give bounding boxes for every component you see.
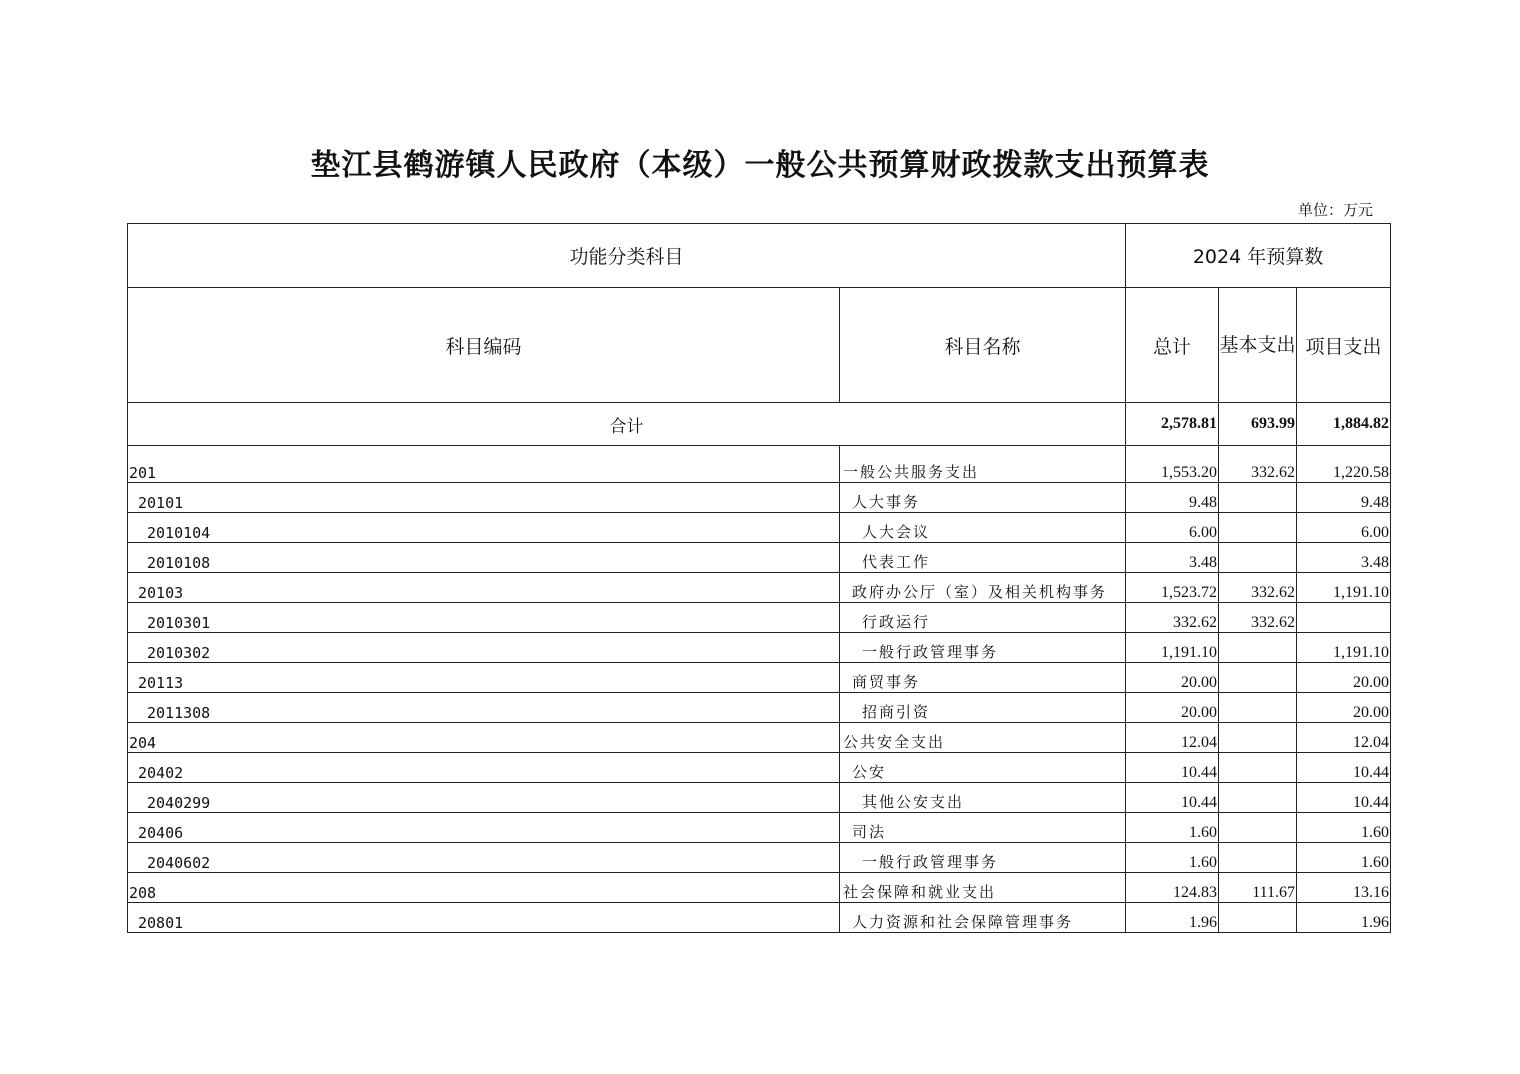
row-total: 10.44 [1126, 753, 1219, 783]
row-name: 代表工作 [840, 543, 1126, 573]
table-row [128, 903, 1391, 933]
row-name: 政府办公厅（室）及相关机构事务 [840, 573, 1126, 603]
row-basic [1219, 723, 1297, 753]
row-project: 12.04 [1297, 723, 1391, 753]
row-total: 20.00 [1126, 693, 1219, 723]
row-code: 2010104 [128, 513, 840, 543]
row-total: 332.62 [1126, 603, 1219, 633]
header-name: 科目名称 [840, 288, 1126, 403]
row-name: 一般公共服务支出 [840, 446, 1126, 483]
row-code: 204 [128, 723, 840, 753]
totals-label: 合计 [128, 403, 1126, 446]
unit-label: 单位：万元 [1298, 201, 1374, 219]
row-basic [1219, 843, 1297, 873]
row-code: 20406 [128, 813, 840, 843]
row-total: 20.00 [1126, 663, 1219, 693]
row-basic [1219, 483, 1297, 513]
row-name: 公安 [840, 753, 1126, 783]
row-total: 124.83 [1126, 873, 1219, 903]
row-basic [1219, 663, 1297, 693]
row-project: 1,220.58 [1297, 446, 1391, 483]
row-total: 1,523.72 [1126, 573, 1219, 603]
budget-table [127, 223, 1391, 933]
row-project: 1.60 [1297, 843, 1391, 873]
row-total: 1,191.10 [1126, 633, 1219, 663]
header-code: 科目编码 [128, 288, 840, 403]
header-basic: 基本支出 [1219, 288, 1297, 403]
row-basic: 111.67 [1219, 873, 1297, 903]
row-code: 2040602 [128, 843, 840, 873]
row-name: 行政运行 [840, 603, 1126, 633]
row-code: 2011308 [128, 693, 840, 723]
table-row [128, 573, 1391, 603]
row-code: 208 [128, 873, 840, 903]
table-row [128, 663, 1391, 693]
budget-table-body [128, 224, 1391, 933]
totals-total: 2,578.81 [1126, 403, 1219, 446]
row-name: 其他公安支出 [840, 783, 1126, 813]
row-project: 1.60 [1297, 813, 1391, 843]
row-project: 3.48 [1297, 543, 1391, 573]
row-name: 一般行政管理事务 [840, 633, 1126, 663]
row-project: 1,191.10 [1297, 573, 1391, 603]
row-project: 1,191.10 [1297, 633, 1391, 663]
row-project [1297, 603, 1391, 633]
row-code: 20113 [128, 663, 840, 693]
row-total: 6.00 [1126, 513, 1219, 543]
row-name: 人力资源和社会保障管理事务 [840, 903, 1126, 933]
row-code: 2010108 [128, 543, 840, 573]
row-basic [1219, 543, 1297, 573]
row-total: 1,553.20 [1126, 446, 1219, 483]
table-row [128, 513, 1391, 543]
row-name: 人大会议 [840, 513, 1126, 543]
table-row [128, 446, 1391, 483]
header-budget-year: 2024 年预算数 [1126, 224, 1391, 288]
row-basic [1219, 783, 1297, 813]
header-row-1 [128, 224, 1391, 288]
table-row [128, 723, 1391, 753]
row-code: 20103 [128, 573, 840, 603]
header-total: 总计 [1126, 288, 1219, 403]
row-project: 9.48 [1297, 483, 1391, 513]
row-project: 10.44 [1297, 783, 1391, 813]
row-name: 公共安全支出 [840, 723, 1126, 753]
table-row [128, 843, 1391, 873]
table-row [128, 693, 1391, 723]
table-row [128, 783, 1391, 813]
row-basic [1219, 633, 1297, 663]
row-name: 社会保障和就业支出 [840, 873, 1126, 903]
row-name: 人大事务 [840, 483, 1126, 513]
row-name: 司法 [840, 813, 1126, 843]
row-basic [1219, 693, 1297, 723]
row-code: 201 [128, 446, 840, 483]
row-total: 1.60 [1126, 843, 1219, 873]
header-category: 功能分类科目 [128, 224, 1126, 288]
row-project: 10.44 [1297, 753, 1391, 783]
page-title: 垫江县鹤游镇人民政府（本级）一般公共预算财政拨款支出预算表 [310, 148, 1210, 183]
row-project: 1.96 [1297, 903, 1391, 933]
row-basic [1219, 813, 1297, 843]
table-row [128, 603, 1391, 633]
totals-basic: 693.99 [1219, 403, 1297, 446]
row-total: 9.48 [1126, 483, 1219, 513]
row-code: 2010302 [128, 633, 840, 663]
totals-project: 1,884.82 [1297, 403, 1391, 446]
row-project: 6.00 [1297, 513, 1391, 543]
row-total: 12.04 [1126, 723, 1219, 753]
row-name: 招商引资 [840, 693, 1126, 723]
table-row [128, 813, 1391, 843]
row-total: 1.60 [1126, 813, 1219, 843]
table-row [128, 753, 1391, 783]
row-code: 2010301 [128, 603, 840, 633]
row-basic: 332.62 [1219, 603, 1297, 633]
row-name: 商贸事务 [840, 663, 1126, 693]
row-total: 10.44 [1126, 783, 1219, 813]
table-row [128, 483, 1391, 513]
totals-row [128, 403, 1391, 446]
row-basic: 332.62 [1219, 446, 1297, 483]
row-project: 13.16 [1297, 873, 1391, 903]
row-code: 20801 [128, 903, 840, 933]
row-basic [1219, 753, 1297, 783]
row-code: 2040299 [128, 783, 840, 813]
table-row [128, 633, 1391, 663]
row-basic [1219, 513, 1297, 543]
row-total: 1.96 [1126, 903, 1219, 933]
row-basic [1219, 903, 1297, 933]
row-total: 3.48 [1126, 543, 1219, 573]
row-project: 20.00 [1297, 693, 1391, 723]
row-code: 20101 [128, 483, 840, 513]
row-basic: 332.62 [1219, 573, 1297, 603]
row-code: 20402 [128, 753, 840, 783]
table-row [128, 873, 1391, 903]
header-row-2 [128, 288, 1391, 403]
header-project: 项目支出 [1297, 288, 1391, 403]
row-name: 一般行政管理事务 [840, 843, 1126, 873]
table-row [128, 543, 1391, 573]
row-project: 20.00 [1297, 663, 1391, 693]
